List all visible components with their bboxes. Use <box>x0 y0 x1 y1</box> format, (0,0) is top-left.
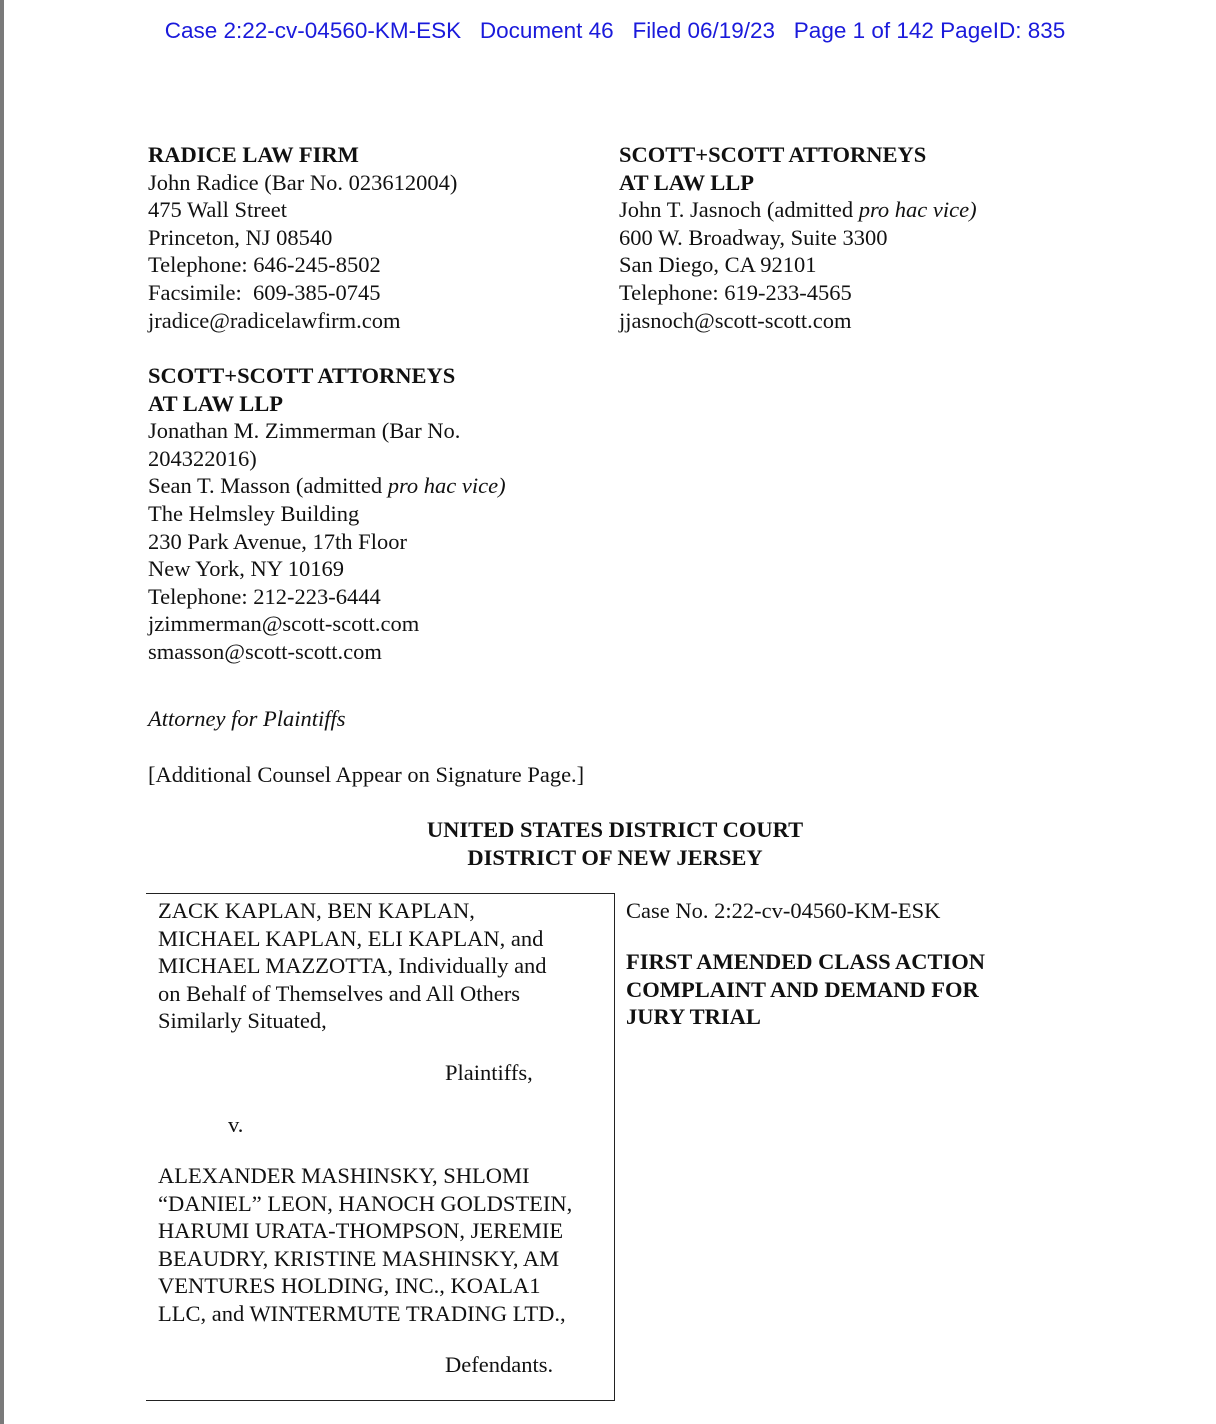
plaintiff-line: on Behalf of Themselves and All Others <box>158 980 521 1006</box>
defendant-line: LLC, and WINTERMUTE TRADING LTD., <box>158 1300 566 1326</box>
firm-name-line2: AT LAW LLP <box>148 390 284 416</box>
additional-counsel-note: [Additional Counsel Appear on Signature Page.] <box>148 762 585 787</box>
attorney-line <box>619 196 977 224</box>
counsel-line: Telephone: 619-233-4565 <box>619 279 852 305</box>
attorney-for-plaintiffs: Attorney for Plaintiffs <box>148 706 346 731</box>
attorney-name: John T. Jasnoch (admitted <box>619 197 859 223</box>
counsel-block-scott-san-diego <box>619 141 977 334</box>
defendant-line: BEAUDRY, KRISTINE MASHINSKY, AM <box>158 1245 560 1271</box>
attorney-name: Sean T. Masson (admitted <box>148 473 388 499</box>
court-heading <box>0 816 1216 872</box>
counsel-email: jzimmerman@scott-scott.com <box>148 611 420 637</box>
counsel-email: jjasnoch@scott-scott.com <box>619 307 852 333</box>
counsel-block-scott-new-york <box>148 362 506 666</box>
plaintiffs-label: Plaintiffs, <box>445 1060 533 1085</box>
counsel-line: New York, NY 10169 <box>148 556 345 582</box>
document-title-line: FIRST AMENDED CLASS ACTION <box>626 949 986 974</box>
page-left-edge <box>0 0 4 1424</box>
counsel-line: Telephone: 212-223-6444 <box>148 583 381 609</box>
counsel-email: jradice@radicelawfirm.com <box>148 307 401 333</box>
firm-name-line2: AT LAW LLP <box>619 169 755 195</box>
document-title <box>626 948 985 1031</box>
document-title-line: COMPLAINT AND DEMAND FOR <box>626 976 979 1002</box>
plaintiff-line: MICHAEL KAPLAN, ELI KAPLAN, and <box>158 925 544 951</box>
firm-name: RADICE LAW FIRM <box>148 142 359 167</box>
firm-name: SCOTT+SCOTT ATTORNEYS <box>619 142 927 167</box>
defendants-names <box>158 1162 572 1327</box>
plaintiff-line: Similarly Situated, <box>158 1008 327 1033</box>
counsel-line: John Radice (Bar No. 023612004) <box>148 169 458 195</box>
counsel-line: Telephone: 646-245-8502 <box>148 252 381 278</box>
counsel-line: Facsimile: 609-385-0745 <box>148 279 381 305</box>
versus: v. <box>228 1112 244 1137</box>
case-number: Case No. 2:22-cv-04560-KM-ESK <box>626 898 941 923</box>
document-title-line: JURY TRIAL <box>626 1004 761 1029</box>
counsel-line: San Diego, CA 92101 <box>619 252 817 278</box>
attorney-line: 204322016) <box>148 445 257 471</box>
court-district: DISTRICT OF NEW JERSEY <box>467 845 763 870</box>
plaintiff-line: MICHAEL MAZZOTTA, Individually and <box>158 953 547 978</box>
defendants-label: Defendants. <box>445 1352 554 1377</box>
counsel-line: 600 W. Broadway, Suite 3300 <box>619 224 888 250</box>
court-name: UNITED STATES DISTRICT COURT <box>426 817 804 842</box>
plaintiff-line: ZACK KAPLAN, BEN KAPLAN, <box>158 898 475 923</box>
plaintiffs-names <box>158 897 547 1035</box>
counsel-line: 230 Park Avenue, 17th Floor <box>148 528 407 554</box>
pro-hac-vice: pro hac vice) <box>858 197 977 223</box>
defendant-line: VENTURES HOLDING, INC., KOALA1 <box>158 1273 541 1298</box>
defendant-line: ALEXANDER MASHINSKY, SHLOMI <box>158 1163 530 1188</box>
counsel-line: The Helmsley Building <box>148 500 360 526</box>
defendant-line: HARUMI URATA-THOMPSON, JEREMIE <box>158 1218 564 1243</box>
counsel-block-radice <box>148 141 457 334</box>
pro-hac-vice: pro hac vice) <box>387 473 506 499</box>
attorney-line: Jonathan M. Zimmerman (Bar No. <box>148 418 461 444</box>
defendant-line: “DANIEL” LEON, HANOCH GOLDSTEIN, <box>158 1190 573 1216</box>
counsel-line: Princeton, NJ 08540 <box>148 224 333 250</box>
counsel-email: smasson@scott-scott.com <box>148 638 382 664</box>
counsel-line: 475 Wall Street <box>148 197 287 223</box>
attorney-line <box>148 472 506 500</box>
firm-name: SCOTT+SCOTT ATTORNEYS <box>148 363 456 388</box>
ecf-header-stamp: Case 2:22-cv-04560-KM-ESK Document 46 Filed 06/19/23 Page 1 of 142 PageID: 835 <box>164 18 1066 43</box>
